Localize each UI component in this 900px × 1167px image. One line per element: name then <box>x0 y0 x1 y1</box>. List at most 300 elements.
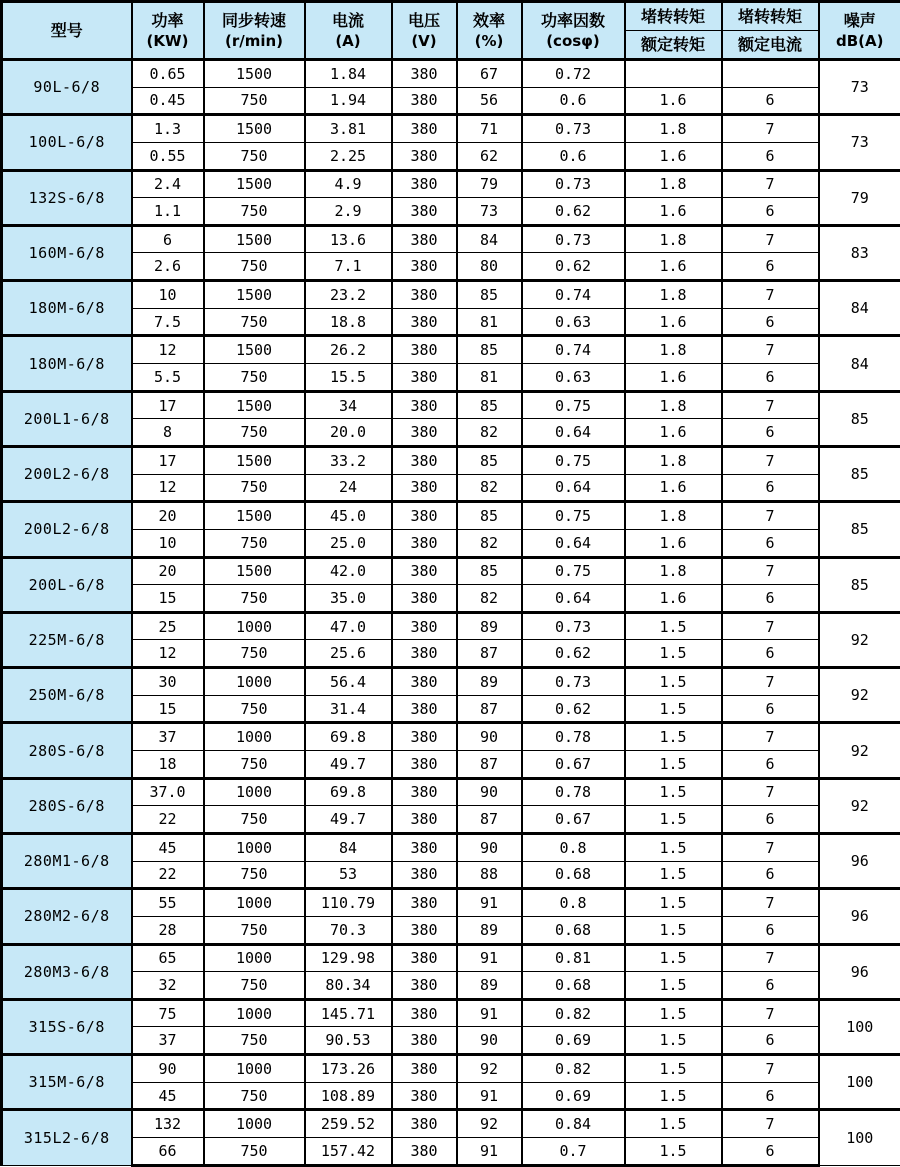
value-cell-power_factor: 0.62 <box>522 253 625 281</box>
noise-cell: 92 <box>819 778 900 833</box>
value-cell-power: 37 <box>132 1027 204 1055</box>
value-cell-power: 12 <box>132 640 204 668</box>
value-cell-torque_ratio: 1.5 <box>625 668 722 696</box>
value-cell-power_factor: 0.64 <box>522 419 625 447</box>
table-row <box>2 889 900 917</box>
table-row <box>2 751 900 779</box>
table-row <box>2 336 900 364</box>
value-cell-power_factor: 0.68 <box>522 861 625 889</box>
value-cell-current: 90.53 <box>305 1027 392 1055</box>
value-cell-efficiency: 92 <box>457 1110 522 1138</box>
value-cell-power_factor: 0.78 <box>522 778 625 806</box>
value-cell-power_factor: 0.68 <box>522 972 625 1000</box>
value-cell-current: 53 <box>305 861 392 889</box>
header-label-model: 型号 <box>50 20 83 40</box>
value-cell-current_ratio <box>722 60 819 88</box>
value-cell-current: 25.0 <box>305 529 392 557</box>
model-cell: 200L1-6/8 <box>2 391 132 446</box>
value-cell-current: 108.89 <box>305 1082 392 1110</box>
value-cell-power: 2.4 <box>132 170 204 198</box>
noise-cell: 73 <box>819 115 900 170</box>
table-row <box>2 944 900 972</box>
value-cell-speed: 750 <box>204 585 305 613</box>
header-unit-current: (A) <box>335 32 361 51</box>
model-cell: 180M-6/8 <box>2 281 132 336</box>
value-cell-speed: 750 <box>204 1082 305 1110</box>
value-cell-torque_ratio: 1.8 <box>625 336 722 364</box>
header-cell-power <box>132 2 204 60</box>
value-cell-speed: 750 <box>204 474 305 502</box>
value-cell-current_ratio: 6 <box>722 364 819 392</box>
value-cell-speed: 1000 <box>204 1055 305 1083</box>
value-cell-current: 259.52 <box>305 1110 392 1138</box>
model-cell: 250M-6/8 <box>2 668 132 723</box>
value-cell-power: 10 <box>132 281 204 309</box>
model-cell: 90L-6/8 <box>2 60 132 115</box>
value-cell-speed: 750 <box>204 142 305 170</box>
value-cell-current_ratio: 7 <box>722 944 819 972</box>
value-cell-power_factor: 0.64 <box>522 529 625 557</box>
value-cell-current_ratio: 6 <box>722 87 819 115</box>
value-cell-current: 33.2 <box>305 446 392 474</box>
value-cell-torque_ratio: 1.5 <box>625 833 722 861</box>
value-cell-power: 132 <box>132 1110 204 1138</box>
value-cell-power: 18 <box>132 751 204 779</box>
table-row <box>2 557 900 585</box>
value-cell-voltage: 380 <box>392 142 457 170</box>
value-cell-current: 4.9 <box>305 170 392 198</box>
value-cell-power: 17 <box>132 446 204 474</box>
value-cell-current: 2.25 <box>305 142 392 170</box>
value-cell-current_ratio: 7 <box>722 281 819 309</box>
value-cell-torque_ratio: 1.5 <box>625 889 722 917</box>
value-cell-efficiency: 82 <box>457 419 522 447</box>
value-cell-power_factor: 0.64 <box>522 474 625 502</box>
value-cell-current: 1.84 <box>305 60 392 88</box>
value-cell-voltage: 380 <box>392 1027 457 1055</box>
value-cell-efficiency: 89 <box>457 668 522 696</box>
value-cell-power: 2.6 <box>132 253 204 281</box>
value-cell-current: 31.4 <box>305 695 392 723</box>
value-cell-voltage: 380 <box>392 474 457 502</box>
header-cell-current <box>305 2 392 60</box>
value-cell-efficiency: 73 <box>457 198 522 226</box>
value-cell-current_ratio: 6 <box>722 972 819 1000</box>
value-cell-current_ratio: 7 <box>722 446 819 474</box>
value-cell-voltage: 380 <box>392 115 457 143</box>
value-cell-voltage: 380 <box>392 336 457 364</box>
value-cell-torque_ratio: 1.5 <box>625 999 722 1027</box>
table-row <box>2 308 900 336</box>
value-cell-current: 49.7 <box>305 751 392 779</box>
header-label-noise: 噪声 <box>843 10 876 30</box>
value-cell-speed: 750 <box>204 916 305 944</box>
value-cell-current_ratio: 6 <box>722 1082 819 1110</box>
value-cell-current_ratio: 6 <box>722 806 819 834</box>
noise-cell: 96 <box>819 889 900 944</box>
value-cell-voltage: 380 <box>392 585 457 613</box>
value-cell-power_factor: 0.75 <box>522 502 625 530</box>
value-cell-efficiency: 91 <box>457 999 522 1027</box>
table-row <box>2 281 900 309</box>
value-cell-torque_ratio: 1.6 <box>625 87 722 115</box>
value-cell-current_ratio: 6 <box>722 1027 819 1055</box>
value-cell-current_ratio: 6 <box>722 308 819 336</box>
value-cell-current_ratio: 7 <box>722 557 819 585</box>
value-cell-current: 42.0 <box>305 557 392 585</box>
value-cell-voltage: 380 <box>392 778 457 806</box>
value-cell-power: 28 <box>132 916 204 944</box>
value-cell-current_ratio: 6 <box>722 585 819 613</box>
table-row <box>2 999 900 1027</box>
model-cell: 280S-6/8 <box>2 778 132 833</box>
value-cell-power_factor: 0.62 <box>522 198 625 226</box>
value-cell-speed: 1500 <box>204 115 305 143</box>
table-row <box>2 778 900 806</box>
value-cell-voltage: 380 <box>392 944 457 972</box>
header-cell-speed <box>204 2 305 60</box>
value-cell-power_factor: 0.74 <box>522 336 625 364</box>
value-cell-current_ratio: 7 <box>722 1055 819 1083</box>
value-cell-power_factor: 0.69 <box>522 1027 625 1055</box>
table-row <box>2 60 900 88</box>
header-unit-power-factor: (cosφ) <box>546 32 600 51</box>
value-cell-efficiency: 89 <box>457 612 522 640</box>
value-cell-voltage: 380 <box>392 916 457 944</box>
value-cell-current_ratio: 7 <box>722 723 819 751</box>
value-cell-current_ratio: 6 <box>722 419 819 447</box>
value-cell-power: 15 <box>132 585 204 613</box>
header-unit-power: (KW) <box>146 32 189 51</box>
noise-cell: 92 <box>819 668 900 723</box>
table-row <box>2 695 900 723</box>
value-cell-current_ratio: 7 <box>722 391 819 419</box>
table-row <box>2 640 900 668</box>
value-cell-power: 22 <box>132 806 204 834</box>
value-cell-speed: 750 <box>204 364 305 392</box>
value-cell-efficiency: 85 <box>457 391 522 419</box>
table-row <box>2 972 900 1000</box>
value-cell-voltage: 380 <box>392 695 457 723</box>
value-cell-efficiency: 85 <box>457 446 522 474</box>
table-row <box>2 142 900 170</box>
model-cell: 280M3-6/8 <box>2 944 132 999</box>
value-cell-speed: 750 <box>204 253 305 281</box>
value-cell-efficiency: 89 <box>457 916 522 944</box>
noise-cell: 84 <box>819 336 900 391</box>
table-row <box>2 861 900 889</box>
value-cell-power_factor: 0.67 <box>522 806 625 834</box>
value-cell-power_factor: 0.81 <box>522 944 625 972</box>
value-cell-torque_ratio: 1.5 <box>625 612 722 640</box>
noise-cell: 79 <box>819 170 900 225</box>
value-cell-current: 145.71 <box>305 999 392 1027</box>
value-cell-voltage: 380 <box>392 529 457 557</box>
value-cell-power_factor: 0.73 <box>522 170 625 198</box>
value-cell-voltage: 380 <box>392 87 457 115</box>
value-cell-power: 66 <box>132 1137 204 1165</box>
value-cell-torque_ratio: 1.6 <box>625 364 722 392</box>
header-cell-torque-ratio-bottom: 额定转矩 <box>625 31 722 60</box>
value-cell-current: 34 <box>305 391 392 419</box>
table-row <box>2 529 900 557</box>
value-cell-efficiency: 85 <box>457 557 522 585</box>
value-cell-current_ratio: 7 <box>722 170 819 198</box>
value-cell-torque_ratio: 1.8 <box>625 225 722 253</box>
value-cell-power_factor: 0.82 <box>522 999 625 1027</box>
value-cell-torque_ratio: 1.5 <box>625 916 722 944</box>
value-cell-speed: 1000 <box>204 778 305 806</box>
value-cell-current_ratio: 6 <box>722 142 819 170</box>
value-cell-current_ratio: 7 <box>722 999 819 1027</box>
value-cell-power: 45 <box>132 1082 204 1110</box>
value-cell-current: 26.2 <box>305 336 392 364</box>
model-cell: 315M-6/8 <box>2 1055 132 1110</box>
value-cell-current_ratio: 7 <box>722 778 819 806</box>
value-cell-power: 32 <box>132 972 204 1000</box>
value-cell-efficiency: 90 <box>457 778 522 806</box>
value-cell-voltage: 380 <box>392 723 457 751</box>
value-cell-speed: 1000 <box>204 1110 305 1138</box>
table-row <box>2 87 900 115</box>
value-cell-current: 45.0 <box>305 502 392 530</box>
header-unit-noise: dB(A) <box>836 32 884 51</box>
value-cell-power_factor: 0.72 <box>522 60 625 88</box>
value-cell-torque_ratio: 1.8 <box>625 281 722 309</box>
table-row <box>2 225 900 253</box>
model-cell: 315L2-6/8 <box>2 1110 132 1166</box>
value-cell-power: 37 <box>132 723 204 751</box>
value-cell-current_ratio: 6 <box>722 861 819 889</box>
value-cell-current: 56.4 <box>305 668 392 696</box>
value-cell-voltage: 380 <box>392 751 457 779</box>
value-cell-power: 22 <box>132 861 204 889</box>
value-cell-efficiency: 89 <box>457 972 522 1000</box>
value-cell-torque_ratio: 1.5 <box>625 1137 722 1165</box>
value-cell-current_ratio: 7 <box>722 889 819 917</box>
table-row <box>2 1055 900 1083</box>
value-cell-power: 12 <box>132 474 204 502</box>
noise-cell: 84 <box>819 281 900 336</box>
value-cell-efficiency: 85 <box>457 502 522 530</box>
value-cell-power_factor: 0.73 <box>522 225 625 253</box>
header-label-voltage: 电压 <box>407 10 440 30</box>
noise-cell: 100 <box>819 1110 900 1166</box>
value-cell-speed: 1500 <box>204 225 305 253</box>
table-row <box>2 253 900 281</box>
value-cell-power_factor: 0.7 <box>522 1137 625 1165</box>
value-cell-torque_ratio: 1.6 <box>625 253 722 281</box>
value-cell-speed: 1500 <box>204 281 305 309</box>
value-cell-torque_ratio: 1.6 <box>625 142 722 170</box>
value-cell-current_ratio: 6 <box>722 198 819 226</box>
value-cell-voltage: 380 <box>392 253 457 281</box>
model-cell: 225M-6/8 <box>2 612 132 667</box>
value-cell-voltage: 380 <box>392 1110 457 1138</box>
value-cell-speed: 1500 <box>204 502 305 530</box>
value-cell-voltage: 380 <box>392 889 457 917</box>
value-cell-efficiency: 92 <box>457 1055 522 1083</box>
header-label-speed: 同步转速 <box>221 10 286 30</box>
value-cell-speed: 750 <box>204 640 305 668</box>
value-cell-current_ratio: 6 <box>722 253 819 281</box>
header-cell-current-ratio-top: 堵转转矩 <box>722 2 819 31</box>
value-cell-efficiency: 87 <box>457 806 522 834</box>
value-cell-speed: 1500 <box>204 557 305 585</box>
header-label-power-factor: 功率因数 <box>540 10 605 30</box>
table-row <box>2 419 900 447</box>
value-cell-efficiency: 87 <box>457 695 522 723</box>
value-cell-speed: 750 <box>204 1027 305 1055</box>
value-cell-voltage: 380 <box>392 972 457 1000</box>
value-cell-efficiency: 80 <box>457 253 522 281</box>
noise-cell: 100 <box>819 1055 900 1110</box>
noise-cell: 85 <box>819 446 900 501</box>
value-cell-power: 15 <box>132 695 204 723</box>
value-cell-power: 1.1 <box>132 198 204 226</box>
value-cell-voltage: 380 <box>392 833 457 861</box>
value-cell-speed: 750 <box>204 972 305 1000</box>
value-cell-power_factor: 0.62 <box>522 640 625 668</box>
value-cell-voltage: 380 <box>392 1055 457 1083</box>
value-cell-efficiency: 91 <box>457 889 522 917</box>
value-cell-efficiency: 84 <box>457 225 522 253</box>
header-label-efficiency: 效率 <box>472 10 505 30</box>
value-cell-power_factor: 0.69 <box>522 1082 625 1110</box>
value-cell-current_ratio: 6 <box>722 640 819 668</box>
value-cell-power: 65 <box>132 944 204 972</box>
value-cell-current_ratio: 6 <box>722 751 819 779</box>
value-cell-torque_ratio: 1.6 <box>625 474 722 502</box>
value-cell-power: 5.5 <box>132 364 204 392</box>
value-cell-current_ratio: 6 <box>722 474 819 502</box>
table-row <box>2 474 900 502</box>
value-cell-voltage: 380 <box>392 1082 457 1110</box>
value-cell-current: 173.26 <box>305 1055 392 1083</box>
value-cell-power: 7.5 <box>132 308 204 336</box>
value-cell-power: 20 <box>132 502 204 530</box>
model-cell: 200L-6/8 <box>2 557 132 612</box>
header-unit-voltage: (V) <box>411 32 437 51</box>
value-cell-power: 1.3 <box>132 115 204 143</box>
value-cell-torque_ratio: 1.5 <box>625 944 722 972</box>
header-unit-efficiency: (%) <box>474 32 504 51</box>
model-cell: 160M-6/8 <box>2 225 132 280</box>
value-cell-efficiency: 82 <box>457 474 522 502</box>
header-cell-noise <box>819 2 900 60</box>
value-cell-efficiency: 90 <box>457 833 522 861</box>
value-cell-voltage: 380 <box>392 170 457 198</box>
value-cell-voltage: 380 <box>392 198 457 226</box>
value-cell-speed: 1500 <box>204 170 305 198</box>
value-cell-torque_ratio: 1.8 <box>625 557 722 585</box>
value-cell-speed: 750 <box>204 751 305 779</box>
value-cell-current_ratio: 6 <box>722 916 819 944</box>
value-cell-torque_ratio: 1.6 <box>625 308 722 336</box>
value-cell-speed: 750 <box>204 806 305 834</box>
value-cell-torque_ratio: 1.5 <box>625 972 722 1000</box>
value-cell-current: 69.8 <box>305 778 392 806</box>
noise-cell: 83 <box>819 225 900 280</box>
value-cell-power_factor: 0.68 <box>522 916 625 944</box>
value-cell-power: 10 <box>132 529 204 557</box>
value-cell-torque_ratio: 1.5 <box>625 1110 722 1138</box>
value-cell-current_ratio: 7 <box>722 833 819 861</box>
value-cell-power: 25 <box>132 612 204 640</box>
value-cell-current: 80.34 <box>305 972 392 1000</box>
value-cell-speed: 1500 <box>204 391 305 419</box>
value-cell-current_ratio: 6 <box>722 529 819 557</box>
model-cell: 180M-6/8 <box>2 336 132 391</box>
noise-cell: 85 <box>819 502 900 557</box>
value-cell-current: 84 <box>305 833 392 861</box>
model-cell: 132S-6/8 <box>2 170 132 225</box>
value-cell-efficiency: 88 <box>457 861 522 889</box>
value-cell-torque_ratio: 1.8 <box>625 170 722 198</box>
value-cell-current: 25.6 <box>305 640 392 668</box>
noise-cell: 96 <box>819 944 900 999</box>
table-row <box>2 612 900 640</box>
value-cell-efficiency: 62 <box>457 142 522 170</box>
model-cell: 200L2-6/8 <box>2 446 132 501</box>
value-cell-efficiency: 91 <box>457 944 522 972</box>
noise-cell: 100 <box>819 999 900 1054</box>
value-cell-efficiency: 82 <box>457 585 522 613</box>
value-cell-speed: 750 <box>204 308 305 336</box>
model-cell: 100L-6/8 <box>2 115 132 170</box>
table-row <box>2 1110 900 1138</box>
value-cell-power: 37.0 <box>132 778 204 806</box>
table-row <box>2 502 900 530</box>
value-cell-voltage: 380 <box>392 557 457 585</box>
value-cell-speed: 750 <box>204 1137 305 1165</box>
value-cell-efficiency: 87 <box>457 751 522 779</box>
value-cell-power_factor: 0.63 <box>522 308 625 336</box>
value-cell-speed: 750 <box>204 419 305 447</box>
value-cell-voltage: 380 <box>392 364 457 392</box>
value-cell-power_factor: 0.75 <box>522 391 625 419</box>
value-cell-voltage: 380 <box>392 861 457 889</box>
table-row <box>2 170 900 198</box>
table-row <box>2 198 900 226</box>
value-cell-power: 6 <box>132 225 204 253</box>
value-cell-torque_ratio: 1.6 <box>625 529 722 557</box>
value-cell-speed: 1000 <box>204 889 305 917</box>
header-cell-torque-ratio-top: 堵转转矩 <box>625 2 722 31</box>
value-cell-current: 157.42 <box>305 1137 392 1165</box>
value-cell-power: 55 <box>132 889 204 917</box>
value-cell-voltage: 380 <box>392 502 457 530</box>
header-unit-speed: (r/min) <box>224 32 284 51</box>
value-cell-current_ratio: 6 <box>722 695 819 723</box>
value-cell-power_factor: 0.75 <box>522 446 625 474</box>
value-cell-torque_ratio: 1.5 <box>625 695 722 723</box>
table-row <box>2 806 900 834</box>
table-row <box>2 446 900 474</box>
value-cell-current: 3.81 <box>305 115 392 143</box>
value-cell-power_factor: 0.73 <box>522 612 625 640</box>
value-cell-voltage: 380 <box>392 668 457 696</box>
value-cell-speed: 1500 <box>204 60 305 88</box>
value-cell-current: 70.3 <box>305 916 392 944</box>
value-cell-power_factor: 0.73 <box>522 115 625 143</box>
value-cell-torque_ratio: 1.8 <box>625 391 722 419</box>
noise-cell: 96 <box>819 833 900 888</box>
table-header <box>2 2 900 60</box>
value-cell-current: 24 <box>305 474 392 502</box>
value-cell-torque_ratio <box>625 60 722 88</box>
model-cell: 200L2-6/8 <box>2 502 132 557</box>
